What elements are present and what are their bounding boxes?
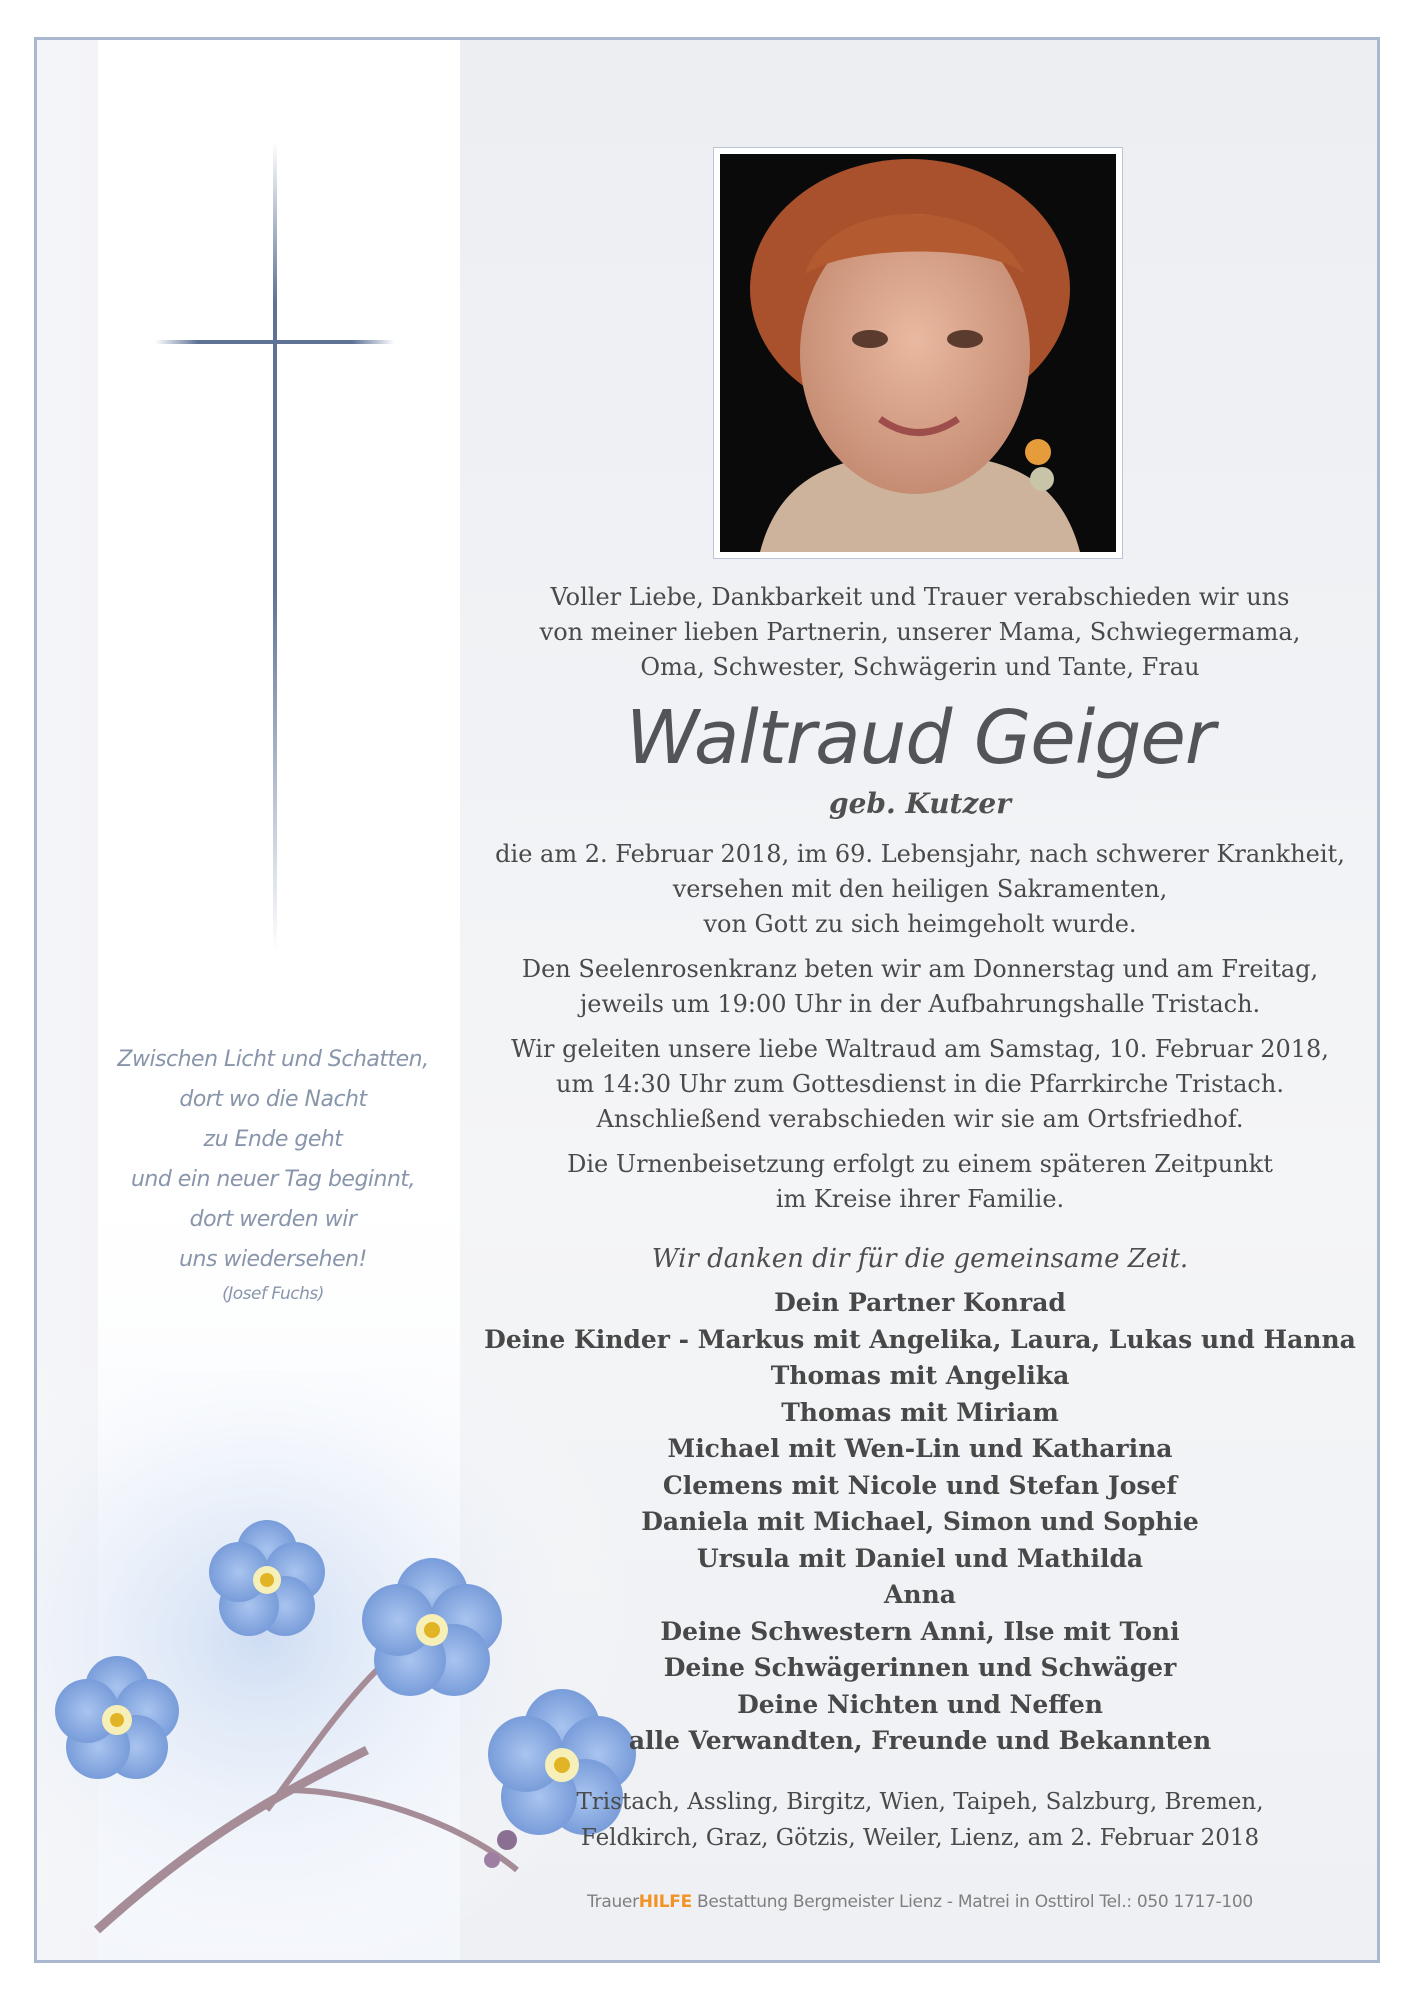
intro-line: Oma, Schwester, Schwägerin und Tante, Frau — [640, 653, 1200, 681]
family-member: Dein Partner Konrad — [774, 1288, 1066, 1317]
intro-line: von meiner lieben Partnerin, unserer Mama, Schwiegermama, — [539, 618, 1301, 646]
family-member: Deine Kinder - Markus mit Angelika, Laura, Lukas und Hanna — [484, 1324, 1356, 1354]
family-member: Deine Nichten und Neffen — [737, 1689, 1103, 1719]
family-member: Thomas mit Angelika — [770, 1361, 1070, 1390]
family-member: Anna — [884, 1580, 956, 1609]
poem-line: zu Ende geht — [203, 1127, 343, 1152]
death-line: die am 2. Februar 2018, im 69. Lebensjahr, nach schwerer Krankheit, — [495, 840, 1345, 868]
death-line: versehen mit den heiligen Sakramenten, — [672, 875, 1168, 903]
death-line: von Gott zu sich heimgeholt wurde. — [703, 910, 1137, 938]
intro-text — [457, 580, 1380, 685]
brand-hilfe: HILFE — [638, 1892, 692, 1912]
brand-trauer: Trauer — [587, 1892, 639, 1912]
funeral-line: um 14:30 Uhr zum Gottesdienst in die Pfarrkirche Tristach. — [556, 1070, 1284, 1098]
funeral-line: Anschließend verabschieden wir sie am Ortsfriedhof. — [596, 1105, 1244, 1133]
urn-notice — [457, 1147, 1380, 1217]
urn-line: Die Urnenbeisetzung erfolgt zu einem späteren Zeitpunkt — [567, 1150, 1273, 1178]
deceased-name: Waltraud Geiger — [625, 695, 1215, 781]
rosary-line: jeweils um 19:00 Uhr in der Aufbahrungshalle Tristach. — [579, 990, 1261, 1018]
poem-line: Zwischen Licht und Schatten, — [117, 1047, 429, 1072]
places-line: Tristach, Assling, Birgitz, Wien, Taipeh, Salzburg, Bremen, — [576, 1788, 1264, 1815]
footer-text: Bestattung Bergmeister Lienz - Matrei in Osttirol Tel.: 050 1717-100 — [691, 1892, 1253, 1912]
family-member: alle Verwandten, Freunde und Bekannten — [628, 1726, 1212, 1755]
portrait-photo — [720, 154, 1116, 552]
funeral-notice — [457, 1032, 1380, 1137]
funeral-home-footer — [560, 1892, 1280, 1912]
urn-line: im Kreise ihrer Familie. — [775, 1185, 1065, 1213]
poem-line: dort werden wir — [189, 1207, 357, 1232]
family-member: Clemens mit Nicole und Stefan Josef — [662, 1470, 1178, 1500]
portrait-frame — [713, 147, 1123, 559]
obituary-text — [457, 580, 1380, 1856]
poem-line: uns wiedersehen! — [179, 1247, 367, 1272]
death-notice — [457, 837, 1380, 942]
family-member: Daniela mit Michael, Simon und Sophie — [641, 1507, 1199, 1536]
places-date — [457, 1784, 1380, 1856]
poem — [103, 1040, 443, 1308]
family-list — [457, 1285, 1380, 1760]
maiden-name: geb. Kutzer — [829, 787, 1011, 820]
family-member: Deine Schwägerinnen und Schwäger — [663, 1653, 1177, 1682]
intro-line: Voller Liebe, Dankbarkeit und Trauer verabschieden wir uns — [550, 583, 1290, 611]
poem-author: (Josef Fuchs) — [222, 1284, 324, 1304]
rosary-notice — [457, 952, 1380, 1022]
poem-line: und ein neuer Tag beginnt, — [130, 1167, 416, 1192]
family-member: Deine Schwestern Anni, Ilse mit Toni — [660, 1616, 1180, 1646]
places-line: Feldkirch, Graz, Götzis, Weiler, Lienz, am 2. Februar 2018 — [580, 1824, 1260, 1851]
family-member: Thomas mit Miriam — [781, 1397, 1059, 1427]
thanks-line: Wir danken dir für die gemeinsame Zeit. — [651, 1244, 1189, 1274]
family-member: Ursula mit Daniel und Mathilda — [696, 1543, 1144, 1573]
family-member: Michael mit Wen-Lin und Katharina — [667, 1434, 1173, 1463]
obituary-frame — [34, 37, 1380, 1963]
rosary-line: Den Seelenrosenkranz beten wir am Donnerstag und am Freitag, — [521, 955, 1319, 983]
funeral-line: Wir geleiten unsere liebe Waltraud am Samstag, 10. Februar 2018, — [511, 1035, 1329, 1063]
poem-line: dort wo die Nacht — [179, 1087, 367, 1112]
